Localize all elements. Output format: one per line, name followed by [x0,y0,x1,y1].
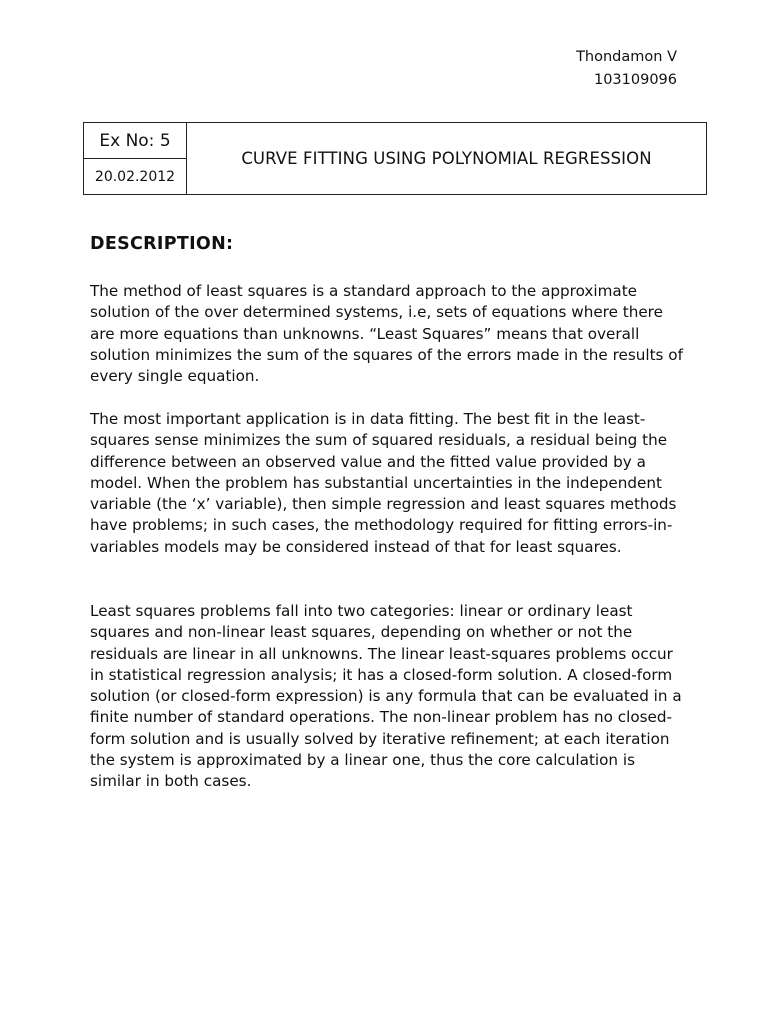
description-paragraph-3: Least squares problems fall into two categories: linear or ordinary least squares and non-linear least squares, depending on whether or not the residuals are linear in all unknowns. The linear least-squares problems occur in statistical regression analysis; it has a closed-form solution. A closed-form solution (or closed-form expression) is any formula that can be evaluated in a finite number of standard operations. The non-linear problem has no closed-form solution and is usually solved by iterative refinement; at each iteration the system is approximated by a linear one, thus the core calculation is similar in both cases. [90,602,682,791]
exercise-header-table [83,122,707,195]
exercise-date: 20.02.2012 [84,159,187,194]
author-name: Thondamon V [576,49,677,65]
description-paragraph-2: The most important application is in data fitting. The best fit in the least-squares sense minimizes the sum of squared residuals, a residual being the difference between an observed value and the fitted value provided by a model. When the problem has substantial uncertainties in the independent variable (the ‘x’ variable), then simple regression and least squares methods have problems; in such cases, the methodology required for fitting errors-in-variables models may be considered instead of that for least squares. [90,410,677,556]
section-heading: DESCRIPTION: [90,234,234,254]
author-block [576,46,677,92]
roll-number: 103109096 [593,72,677,88]
exercise-number: Ex No: 5 [84,123,187,159]
exercise-title: CURVE FITTING USING POLYNOMIAL REGRESSION [241,149,652,168]
description-paragraph-1: The method of least squares is a standard approach to the approximate solution of the over determined systems, i.e, sets of equations where there are more equations than unknowns. “Least Squares” means that overall solution minimizes the sum of the squares of the errors made in the results of every single equation. [90,282,683,386]
